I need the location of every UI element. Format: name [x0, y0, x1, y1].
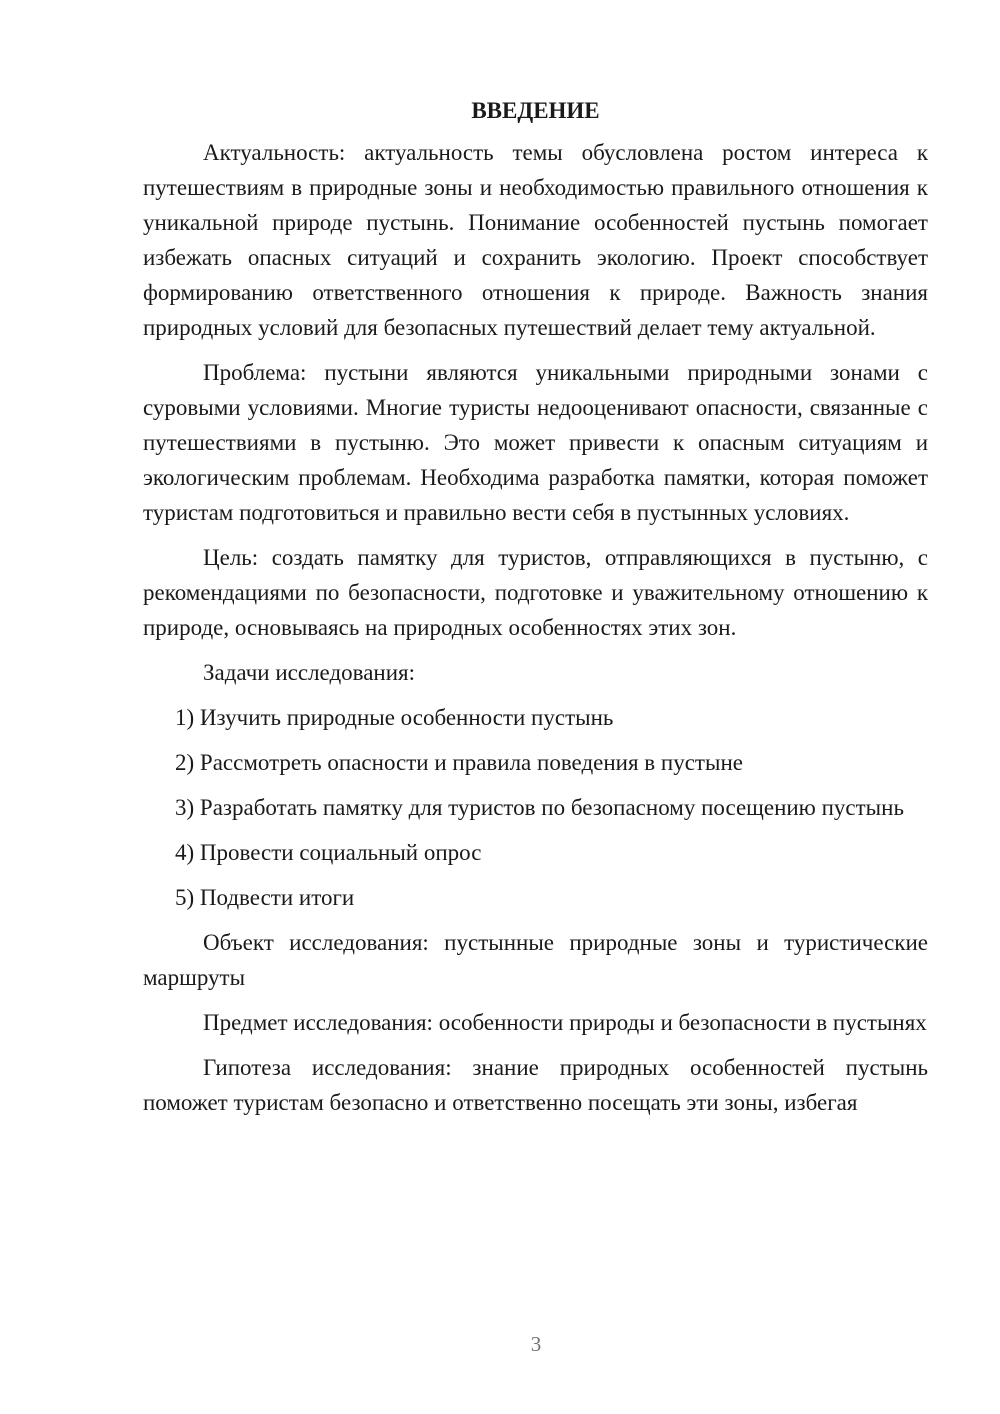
paragraph-problem: Проблема: пустыни являются уникальными природными зонами с суровыми условиями. Многие туристы недооценивают опасности, связанные с путешествиями в пустыню. Это может привести к опасным ситуациям и экологическим проблемам. Необходима разработка памятки, которая поможет туристам подготовиться и правильно вести себя в пустынных условиях.	[143, 360, 928, 525]
paragraph-goal: Цель: создать памятку для туристов, отправляющихся в пустыню, с рекомендациями по безопасности, подготовке и уважительному отношению к природе, основываясь на природных особенностях этих зон.	[143, 545, 928, 640]
paragraph-tasks-heading: Задачи исследования:	[203, 660, 416, 685]
list-item: 3) Разработать памятку для туристов по безопасному посещению пустынь	[175, 795, 904, 820]
paragraph-subject: Предмет исследования: особенности природы и безопасности в пустынях	[203, 1010, 927, 1035]
tasks-list	[143, 700, 928, 915]
list-item: 4) Провести социальный опрос	[175, 840, 482, 865]
page-number: 3	[530, 1332, 542, 1356]
page-title: ВВЕДЕНИЕ	[471, 98, 600, 123]
list-item: 2) Рассмотреть опасности и правила поведения в пустыне	[175, 750, 743, 775]
list-item: 1) Изучить природные особенности пустынь	[175, 705, 614, 730]
page-content	[143, 93, 928, 1130]
paragraph-hypothesis: Гипотеза исследования: знание природных особенностей пустынь поможет туристам безопасно и ответственно посещать эти зоны, избегая	[143, 1055, 928, 1115]
paragraph-relevance: Актуальность: актуальность темы обусловлена ростом интереса к путешествиям в природные зоны и необходимостью правильного отношения к уникальной природе пустынь. Понимание особенностей пустынь помогает избежать опасных ситуаций и сохранить экологию. Проект способствует формированию ответственного отношения к природе. Важность знания природных условий для безопасных путешествий делает тему актуальной.	[143, 140, 928, 340]
paragraph-object: Объект исследования: пустынные природные зоны и туристические маршруты	[143, 930, 928, 990]
list-item: 5) Подвести итоги	[175, 885, 355, 910]
